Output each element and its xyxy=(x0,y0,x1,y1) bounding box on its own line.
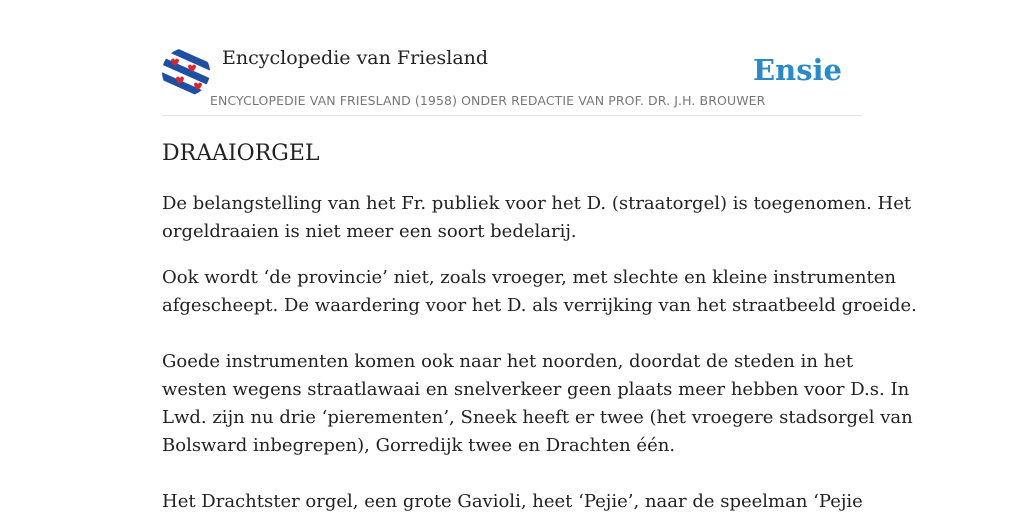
article-paragraph-1 xyxy=(162,190,912,246)
line-break xyxy=(162,320,866,348)
text-line: De belangstelling van het Fr. publiek voor het D. (straatorgel) is toegenomen. Het xyxy=(162,193,912,214)
text-line: Goede instrumenten komen ook naar het noorden, doordat de steden in het xyxy=(162,351,854,372)
site-subtitle: ENCYCLOPEDIE VAN FRIESLAND (1958) ONDER REDACTIE VAN PROF. DR. J.H. BROUWER xyxy=(210,93,766,108)
text-line: afgescheept. De waardering voor het D. als verrijking van het straatbeeld groeide. xyxy=(162,295,917,316)
text-line: westen wegens straatlawaai en snelverkeer geen plaats meer hebben voor D.s. In xyxy=(162,379,910,400)
frisian-flag-icon[interactable] xyxy=(162,48,210,96)
brand-logo[interactable]: Ensie xyxy=(753,53,842,87)
article xyxy=(162,138,917,512)
text-line: Bolsward inbegrepen), Gorredijk twee en Drachten één. xyxy=(162,435,676,456)
text-line: Lwd. zijn nu drie ‘pierementen’, Sneek heeft er twee (het vroegere stadsorgel van xyxy=(162,407,913,428)
site-header xyxy=(162,46,862,116)
header-divider xyxy=(162,115,862,116)
site-title[interactable]: Encyclopedie van Friesland xyxy=(222,47,489,69)
text-line: Ook wordt ‘de provincie’ niet, zoals vroeger, met slechte en kleine instrumenten xyxy=(162,267,896,288)
article-paragraph-2 xyxy=(162,264,917,512)
text-line: Het Drachtster orgel, een grote Gavioli, heet ‘Pejie’, naar de speelman ‘Pejie xyxy=(162,491,863,512)
article-title: DRAAIORGEL xyxy=(162,141,320,166)
line-break xyxy=(162,460,866,488)
text-line: orgeldraaien is niet meer een soort bedelarij. xyxy=(162,221,577,242)
